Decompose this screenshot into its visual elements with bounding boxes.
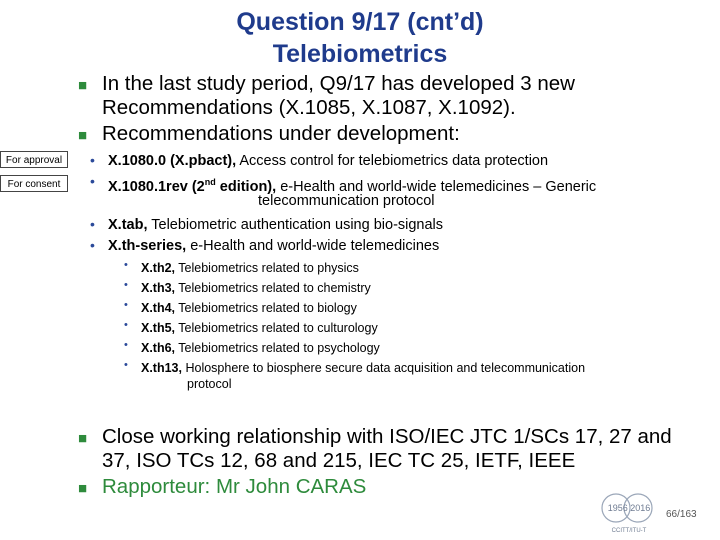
title-line-1: Question 9/17 (cnt’d) <box>236 8 484 36</box>
round-bullet-icon: • <box>124 339 128 351</box>
round-bullet-icon: • <box>124 279 128 291</box>
round-bullet-icon: • <box>124 259 128 271</box>
logo-caption: CCITT/ITU-T <box>611 528 647 534</box>
itu-anniversary-logo <box>594 486 666 538</box>
page-number: 66/163 <box>666 509 697 520</box>
bullet-q9-developed: In the last study period, Q9/17 has developed 3 new Recommendations (X.1085, X.1087, X.1092). <box>102 72 575 119</box>
list-item: X.th5, Telebiometrics related to culturology <box>141 321 378 335</box>
square-bullet-icon: ■ <box>78 77 88 94</box>
round-bullet-icon: • <box>90 152 95 168</box>
bullet-working-relationship: Close working relationship with ISO/IEC JTC 1/SCs 17, 27 and 37, ISO TCs 12, 68 and 215, IEC TC 25, IETF, IEEE <box>102 425 672 472</box>
slide-title <box>0 6 720 70</box>
sub-item-x1080-1rev: X.1080.1rev (2nd edition), e-Health and world-wide telemedicines – Generic <box>108 177 597 195</box>
square-bullet-icon: ■ <box>78 480 88 497</box>
list-item: X.th3, Telebiometrics related to chemistry <box>141 281 371 295</box>
square-bullet-icon: ■ <box>78 127 88 144</box>
title-line-2: Telebiometrics <box>272 40 448 68</box>
round-bullet-icon: • <box>90 216 95 232</box>
round-bullet-icon: • <box>124 299 128 311</box>
sub-item-x1080-1rev-cont: telecommunication protocol <box>258 193 435 209</box>
sub-item-x-tab: X.tab, Telebiometric authentication using bio-signals <box>108 217 444 233</box>
round-bullet-icon: • <box>124 319 128 331</box>
round-bullet-icon: • <box>90 173 95 189</box>
square-bullet-icon: ■ <box>78 430 88 447</box>
list-item-cont: protocol <box>187 377 232 391</box>
list-item: X.th6, Telebiometrics related to psychology <box>141 341 380 355</box>
round-bullet-icon: • <box>124 359 128 371</box>
round-bullet-icon: • <box>90 237 95 253</box>
sub-item-x-th-series: X.th-series, e-Health and world-wide telemedicines <box>108 238 440 254</box>
list-item: X.th13, Holosphere to biosphere secure data acquisition and telecommunication <box>141 361 586 375</box>
for-consent-tag: For consent <box>0 175 68 192</box>
for-approval-tag: For approval <box>0 151 68 168</box>
bullet-rapporteur: Rapporteur: Mr John CARAS <box>102 475 367 498</box>
bullet-under-development: Recommendations under development: <box>102 122 460 145</box>
list-item: X.th2, Telebiometrics related to physics <box>141 261 359 275</box>
logo-years: 1956 2016 <box>607 503 651 513</box>
list-item: X.th4, Telebiometrics related to biology <box>141 301 357 315</box>
sub-item-x1080-0: X.1080.0 (X.pbact), Access control for telebiometrics data protection <box>108 153 549 169</box>
